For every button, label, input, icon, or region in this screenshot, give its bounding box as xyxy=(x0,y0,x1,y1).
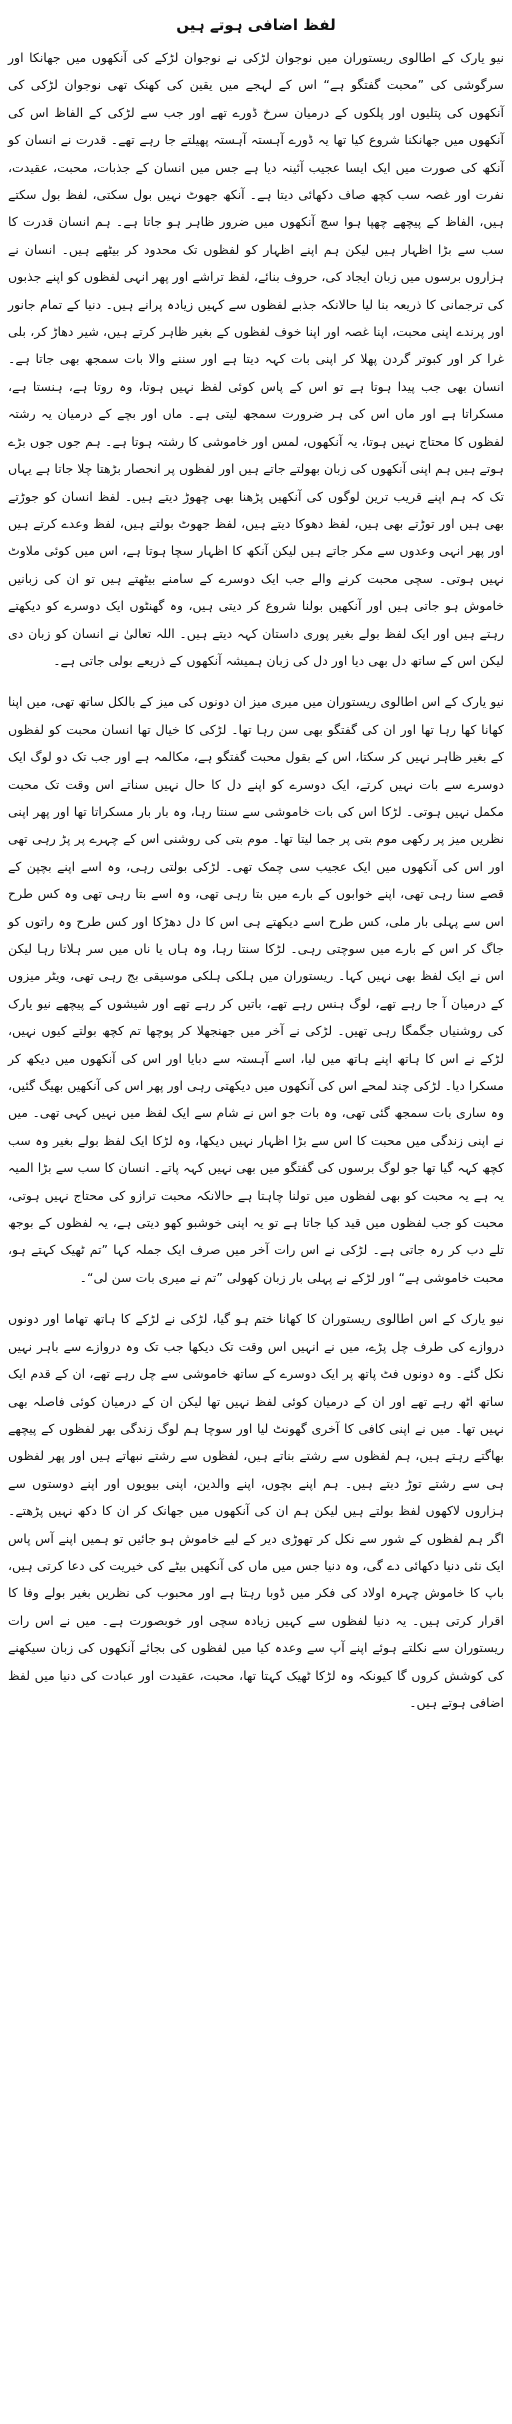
column-paragraph-2: نیو یارک کے اس اطالوی ریستوران میں میری میز ان دونوں کی میز کے بالکل ساتھ تھی، میں اپنا کھانا کھا رہا تھا اور ان کی گفتگو بھی سن رہا تھا۔ لڑکی کا خیال تھا انسان محبت کو لفظوں کے بغیر ظاہر نہیں کر سکتا، اس کے بقول محبت گفتگو ہے، مکالمہ ہے اور جب تک دو لوگ ایک دوسرے سے بات نہیں کرتے، ایک دوسرے کو اپنے دل کا حال نہیں سناتے اس وقت تک محبت مکمل نہیں ہوتی۔ لڑکا اس کی بات خاموشی سے سنتا رہا، وہ بار بار مسکراتا تھا اور پھر اپنی نظریں میز پر رکھی موم بتی پر جما لیتا تھا۔ موم بتی کی روشنی اس کے چہرے پر پڑ رہی تھی اور اس کی آنکھوں میں ایک عجیب سی چمک تھی۔ لڑکی بولتی رہی، وہ اسے اپنے بچپن کے قصے سنا رہی تھی، اپنے خوابوں کے بارے میں بتا رہی تھی، وہ اسے بتا رہی تھی وہ کس طرح اس سے پہلی بار ملی، کس طرح اسے دیکھتے ہی اس کا دل دھڑکا اور کس طرح وہ راتوں کو جاگ کر اس کے بارے میں سوچتی رہی۔ لڑکا سنتا رہا، وہ ہاں یا ناں میں سر ہلاتا رہا لیکن اس نے ایک لفظ بھی نہیں کہا۔ ریستوران میں ہلکی ہلکی موسیقی بج رہی تھی، ویٹر میزوں کے درمیان آ جا رہے تھے، لوگ ہنس رہے تھے، باتیں کر رہے تھے اور شیشوں کے پیچھے نیو یارک کی روشنیاں جگمگا رہی تھیں۔ لڑکی نے آخر میں جھنجھلا کر پوچھا تم کچھ بولتے کیوں نہیں، لڑکے نے اس کا ہاتھ اپنے ہاتھ میں لیا، اسے آہستہ سے دبایا اور اس کی آنکھوں میں دیکھ کر مسکرا دیا۔ لڑکی چند لمحے اس کی آنکھوں میں دیکھتی رہی اور پھر اس کی آنکھیں بھیگ گئیں، وہ ساری بات سمجھ گئی تھی، وہ بات جو اس نے شام سے ایک لفظ میں نہیں کہی تھی۔ میں نے اپنی زندگی میں محبت کا اس سے بڑا اظہار نہیں دیکھا، وہ لڑکا ایک لفظ بولے بغیر وہ سب کچھ کہہ گیا تھا جو لوگ برسوں کی گفتگو میں بھی نہیں کہہ پاتے۔ انسان کا سب سے بڑا المیہ یہ ہے یہ محبت کو بھی لفظوں میں تولنا چاہتا ہے حالانکہ محبت ترازو کی محتاج نہیں ہوتی، محبت کو جب لفظوں میں قید کیا جاتا ہے تو یہ اپنی خوشبو کھو دیتی ہے، یہ لفظوں کے بوجھ تلے دب کر رہ جاتی ہے۔ لڑکی نے اس رات آخر میں صرف ایک جملہ کہا ”تم ٹھیک کہتے ہو، محبت خاموشی ہے“ اور لڑکے نے پہلی بار زبان کھولی ”تم نے میری بات سن لی“۔ xyxy=(8,694,504,1285)
column-title: لفظ اضافی ہوتے ہیں xyxy=(176,16,336,34)
paragraph-gap xyxy=(8,1291,504,1305)
column-paragraph-1: نیو یارک کے اطالوی ریستوران میں نوجوان لڑکی نے نوجوان لڑکے کی آنکھوں میں جھانکا اور سرگوشی کی ”محبت گفتگو ہے“ اس کے لہجے میں یقین کی کھنک تھی نوجوان لڑکی کی آنکھوں کی پتلیوں اور پلکوں کے درمیان سرخ ڈورے تھے اور جب سے لڑکی کے الفاظ اس کی آنکھوں میں جھانکنا شروع کیا تھا یہ ڈورے آہستہ آہستہ پھیلتے جا رہے تھے۔ قدرت نے انسان کو آنکھ کی صورت میں ایک ایسا عجیب آئینہ دیا ہے جس میں انسان کے جذبات، محبت، عقیدت، نفرت اور غصہ سب کچھ صاف دکھائی دیتا ہے۔ آنکھ جھوٹ نہیں بول سکتی، لفظ بول سکتے ہیں، الفاظ کے پیچھے چھپا ہوا سچ آنکھوں میں ضرور ظاہر ہو جاتا ہے۔ ہم انسان قدرت کا سب سے بڑا اظہار ہیں لیکن ہم اپنے اظہار کو لفظوں تک محدود کر بیٹھے ہیں۔ انسان نے ہزاروں برسوں میں زبان ایجاد کی، حروف بنائے، لفظ تراشے اور پھر انہی لفظوں کو اپنے جذبوں کی ترجمانی کا ذریعہ بنا لیا حالانکہ جذبے لفظوں سے کہیں زیادہ پرانے ہیں۔ دنیا کے تمام جانور اور پرندے اپنی محبت، اپنا غصہ اور اپنا خوف لفظوں کے بغیر ظاہر کرتے ہیں، شیر دھاڑ کر، بلی غرا کر اور کبوتر گردن پھلا کر اپنی بات کہہ دیتا ہے اور سننے والا بات سمجھ بھی جاتا ہے۔ انسان بھی جب پیدا ہوتا ہے تو اس کے پاس کوئی لفظ نہیں ہوتا، وہ روتا ہے، ہنستا ہے، مسکراتا ہے اور ماں اس کی ہر ضرورت سمجھ لیتی ہے۔ ماں اور بچے کے درمیان یہ رشتہ لفظوں کا محتاج نہیں ہوتا، یہ آنکھوں، لمس اور خاموشی کا رشتہ ہوتا ہے۔ ہم جوں جوں بڑے ہوتے ہیں ہم اپنی آنکھوں کی زبان بھولتے جاتے ہیں اور لفظوں پر انحصار بڑھتا چلا جاتا ہے یہاں تک کہ ہم اپنے قریب ترین لوگوں کی آنکھیں پڑھنا بھی چھوڑ دیتے ہیں۔ لفظ انسان کو جوڑتے بھی ہیں اور توڑتے بھی ہیں، لفظ دھوکا دیتے ہیں، لفظ جھوٹ بولتے ہیں، لفظ وعدے کرتے ہیں اور پھر انہی وعدوں سے مکر جاتے ہیں لیکن آنکھ کا اظہار سچا ہوتا ہے، اس میں کوئی ملاوٹ نہیں ہوتی۔ سچی محبت کرنے والے جب ایک دوسرے کے سامنے بیٹھتے ہیں تو ان کی زبانیں خاموش ہو جاتی ہیں اور آنکھیں بولنا شروع کر دیتی ہیں، وہ گھنٹوں ایک دوسرے کو دیکھتے رہتے ہیں اور ایک لفظ بولے بغیر پوری داستان کہہ دیتے ہیں۔ اللہ تعالیٰ نے انسان کو زبان دی لیکن اس کے ساتھ دل بھی دیا اور دل کی زبان ہمیشہ آنکھوں کے ذریعے بولی جاتی ہے۔ xyxy=(8,50,504,668)
column-paragraph-3: نیو یارک کے اس اطالوی ریستوران کا کھانا ختم ہو گیا، لڑکی نے لڑکے کا ہاتھ تھاما اور دونوں دروازے کی طرف چل پڑے، میں نے انہیں اس وقت تک دیکھا جب تک وہ دروازے سے باہر نہیں نکل گئے۔ وہ دونوں فٹ پاتھ پر ایک دوسرے کے ساتھ خاموشی سے چل رہے تھے، ان کے قدم ایک ساتھ اٹھ رہے تھے اور ان کے درمیان کوئی لفظ نہیں تھا لیکن ان کے درمیان کوئی فاصلہ بھی نہیں تھا۔ میں نے اپنی کافی کا آخری گھونٹ لیا اور سوچا ہم لوگ زندگی بھر لفظوں کے پیچھے بھاگتے رہتے ہیں، ہم لفظوں سے رشتے بناتے ہیں، لفظوں سے رشتے نبھاتے ہیں اور پھر لفظوں ہی سے رشتے توڑ دیتے ہیں۔ ہم اپنے بچوں، اپنے والدین، اپنی بیویوں اور اپنے دوستوں سے ہزاروں لاکھوں لفظ بولتے ہیں لیکن ہم ان کی آنکھوں میں جھانک کر ان کا دکھ نہیں پڑھتے۔ اگر ہم لفظوں کے شور سے نکل کر تھوڑی دیر کے لیے خاموش ہو جائیں تو ہمیں اپنے آس پاس ایک نئی دنیا دکھائی دے گی، وہ دنیا جس میں ماں کی آنکھیں بیٹے کی خیریت کی دعا کرتی ہیں، باپ کا خاموش چہرہ اولاد کی فکر میں ڈوبا رہتا ہے اور محبوب کی نظریں بغیر بولے وفا کا اقرار کرتی ہیں۔ یہ دنیا لفظوں سے کہیں زیادہ سچی اور خوبصورت ہے۔ میں نے اس رات ریستوران سے نکلتے ہوئے اپنے آپ سے وعدہ کیا میں لفظوں کی بجائے آنکھوں کی زبان سیکھنے کی کوشش کروں گا کیونکہ وہ لڑکا ٹھیک کہتا تھا، محبت، عقیدت اور عبادت کی دنیا میں لفظ اضافی ہوتے ہیں۔ xyxy=(8,1311,504,1710)
paragraph-gap xyxy=(8,674,504,688)
